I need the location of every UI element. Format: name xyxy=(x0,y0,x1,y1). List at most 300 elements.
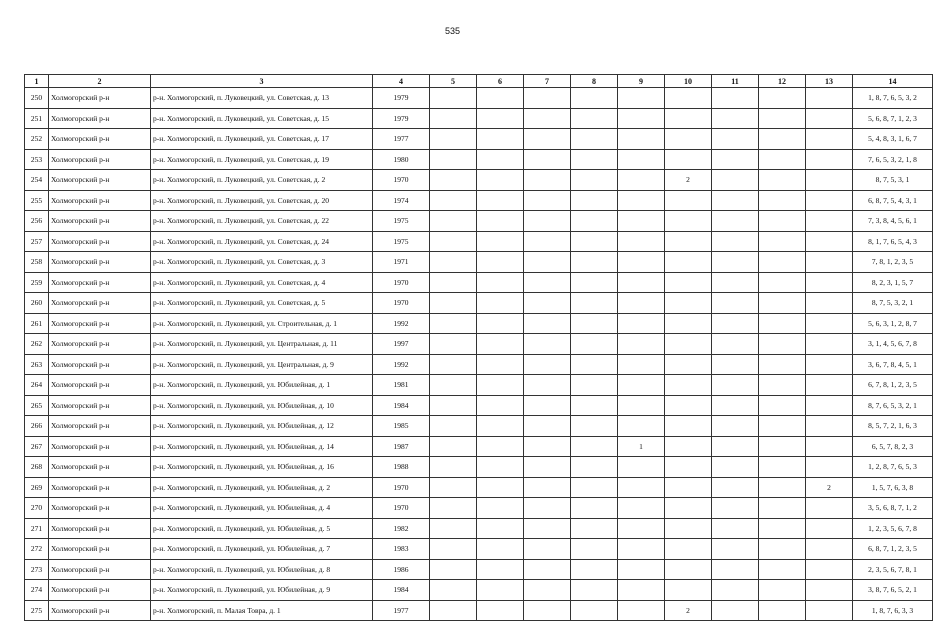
col5-cell xyxy=(430,375,477,396)
district-cell: Холмогорский р-н xyxy=(49,518,151,539)
address-cell: р-н. Холмогорский, п. Луковецкий, ул. Советская, д. 15 xyxy=(151,108,373,129)
col5-cell xyxy=(430,129,477,150)
row-number-cell: 268 xyxy=(25,457,49,478)
col8-cell xyxy=(571,580,618,601)
col8-cell xyxy=(571,252,618,273)
col7-cell xyxy=(524,272,571,293)
col6-cell xyxy=(477,231,524,252)
col12-cell xyxy=(759,498,806,519)
col14-cell: 7, 6, 5, 3, 2, 1, 8 xyxy=(853,149,933,170)
col14-cell: 8, 2, 3, 1, 5, 7 xyxy=(853,272,933,293)
col5-cell xyxy=(430,600,477,621)
col13-cell xyxy=(806,293,853,314)
col8-cell xyxy=(571,272,618,293)
col8-cell xyxy=(571,457,618,478)
col12-cell xyxy=(759,170,806,191)
table-row xyxy=(25,190,933,211)
year-cell: 1979 xyxy=(373,108,430,129)
table-row xyxy=(25,416,933,437)
address-cell: р-н. Холмогорский, п. Луковецкий, ул. Юбилейная, д. 4 xyxy=(151,498,373,519)
col12-cell xyxy=(759,436,806,457)
year-cell: 1986 xyxy=(373,559,430,580)
table-row xyxy=(25,518,933,539)
address-cell: р-н. Холмогорский, п. Луковецкий, ул. Советская, д. 20 xyxy=(151,190,373,211)
col12-cell xyxy=(759,580,806,601)
col5-cell xyxy=(430,272,477,293)
col10-cell xyxy=(665,580,712,601)
col8-cell xyxy=(571,354,618,375)
year-cell: 1970 xyxy=(373,498,430,519)
row-number-cell: 255 xyxy=(25,190,49,211)
table-row xyxy=(25,129,933,150)
address-cell: р-н. Холмогорский, п. Луковецкий, ул. Строительная, д. 1 xyxy=(151,313,373,334)
year-cell: 1982 xyxy=(373,518,430,539)
col11-cell xyxy=(712,600,759,621)
year-cell: 1981 xyxy=(373,375,430,396)
col8-cell xyxy=(571,170,618,191)
col14-cell: 3, 1, 4, 5, 6, 7, 8 xyxy=(853,334,933,355)
col9-cell xyxy=(618,293,665,314)
col10-cell xyxy=(665,108,712,129)
column-header-3: 3 xyxy=(151,75,373,88)
col12-cell xyxy=(759,293,806,314)
year-cell: 1992 xyxy=(373,313,430,334)
col11-cell xyxy=(712,231,759,252)
col9-cell xyxy=(618,580,665,601)
address-cell: р-н. Холмогорский, п. Луковецкий, ул. Советская, д. 4 xyxy=(151,272,373,293)
col8-cell xyxy=(571,559,618,580)
col10-cell xyxy=(665,375,712,396)
col13-cell xyxy=(806,149,853,170)
row-number-cell: 275 xyxy=(25,600,49,621)
col11-cell xyxy=(712,580,759,601)
col9-cell xyxy=(618,539,665,560)
col13-cell xyxy=(806,498,853,519)
col6-cell xyxy=(477,395,524,416)
col7-cell xyxy=(524,580,571,601)
col10-cell xyxy=(665,457,712,478)
col11-cell xyxy=(712,375,759,396)
col8-cell xyxy=(571,149,618,170)
address-cell: р-н. Холмогорский, п. Луковецкий, ул. Советская, д. 17 xyxy=(151,129,373,150)
col5-cell xyxy=(430,436,477,457)
col13-cell xyxy=(806,334,853,355)
row-number-cell: 274 xyxy=(25,580,49,601)
col9-cell xyxy=(618,354,665,375)
table-body xyxy=(25,88,933,621)
col7-cell xyxy=(524,149,571,170)
col7-cell xyxy=(524,313,571,334)
col8-cell xyxy=(571,88,618,109)
table-row xyxy=(25,395,933,416)
district-cell: Холмогорский р-н xyxy=(49,559,151,580)
address-cell: р-н. Холмогорский, п. Луковецкий, ул. Советская, д. 24 xyxy=(151,231,373,252)
col6-cell xyxy=(477,436,524,457)
col13-cell xyxy=(806,559,853,580)
col13-cell xyxy=(806,395,853,416)
col10-cell xyxy=(665,88,712,109)
col9-cell xyxy=(618,170,665,191)
col14-cell: 3, 6, 7, 8, 4, 5, 1 xyxy=(853,354,933,375)
col9-cell xyxy=(618,375,665,396)
col13-cell xyxy=(806,272,853,293)
col6-cell xyxy=(477,518,524,539)
column-header-12: 12 xyxy=(759,75,806,88)
district-cell: Холмогорский р-н xyxy=(49,395,151,416)
year-cell: 1970 xyxy=(373,170,430,191)
col7-cell xyxy=(524,600,571,621)
col8-cell xyxy=(571,293,618,314)
col8-cell xyxy=(571,211,618,232)
address-cell: р-н. Холмогорский, п. Луковецкий, ул. Юбилейная, д. 2 xyxy=(151,477,373,498)
row-number-cell: 259 xyxy=(25,272,49,293)
col14-cell: 6, 7, 8, 1, 2, 3, 5 xyxy=(853,375,933,396)
col14-cell: 1, 8, 7, 6, 3, 3 xyxy=(853,600,933,621)
address-cell: р-н. Холмогорский, п. Луковецкий, ул. Центральная, д. 9 xyxy=(151,354,373,375)
district-cell: Холмогорский р-н xyxy=(49,293,151,314)
district-cell: Холмогорский р-н xyxy=(49,211,151,232)
col5-cell xyxy=(430,518,477,539)
col9-cell xyxy=(618,334,665,355)
column-header-10: 10 xyxy=(665,75,712,88)
col11-cell xyxy=(712,149,759,170)
col7-cell xyxy=(524,375,571,396)
table-row xyxy=(25,272,933,293)
col11-cell xyxy=(712,129,759,150)
col5-cell xyxy=(430,395,477,416)
col6-cell xyxy=(477,211,524,232)
col5-cell xyxy=(430,313,477,334)
col8-cell xyxy=(571,518,618,539)
col11-cell xyxy=(712,457,759,478)
col14-cell: 1, 8, 7, 6, 5, 3, 2 xyxy=(853,88,933,109)
year-cell: 1987 xyxy=(373,436,430,457)
col7-cell xyxy=(524,559,571,580)
address-cell: р-н. Холмогорский, п. Луковецкий, ул. Советская, д. 13 xyxy=(151,88,373,109)
col7-cell xyxy=(524,129,571,150)
col6-cell xyxy=(477,108,524,129)
col10-cell xyxy=(665,313,712,334)
address-cell: р-н. Холмогорский, п. Малая Товра, д. 1 xyxy=(151,600,373,621)
address-cell: р-н. Холмогорский, п. Луковецкий, ул. Советская, д. 22 xyxy=(151,211,373,232)
col5-cell xyxy=(430,354,477,375)
table-row xyxy=(25,477,933,498)
district-cell: Холмогорский р-н xyxy=(49,88,151,109)
year-cell: 1984 xyxy=(373,395,430,416)
col14-cell: 7, 8, 1, 2, 3, 5 xyxy=(853,252,933,273)
col14-cell: 3, 8, 7, 6, 5, 2, 1 xyxy=(853,580,933,601)
col14-cell: 5, 4, 8, 3, 1, 6, 7 xyxy=(853,129,933,150)
col14-cell: 5, 6, 8, 7, 1, 2, 3 xyxy=(853,108,933,129)
col5-cell xyxy=(430,211,477,232)
col9-cell xyxy=(618,88,665,109)
col9-cell xyxy=(618,518,665,539)
table-row xyxy=(25,580,933,601)
column-header-2: 2 xyxy=(49,75,151,88)
col5-cell xyxy=(430,293,477,314)
col7-cell xyxy=(524,252,571,273)
year-cell: 1970 xyxy=(373,477,430,498)
col5-cell xyxy=(430,580,477,601)
col13-cell xyxy=(806,518,853,539)
col11-cell xyxy=(712,313,759,334)
district-cell: Холмогорский р-н xyxy=(49,252,151,273)
col7-cell xyxy=(524,539,571,560)
col12-cell xyxy=(759,457,806,478)
col13-cell xyxy=(806,252,853,273)
row-number-cell: 252 xyxy=(25,129,49,150)
col5-cell xyxy=(430,559,477,580)
column-header-6: 6 xyxy=(477,75,524,88)
col5-cell xyxy=(430,108,477,129)
address-cell: р-н. Холмогорский, п. Луковецкий, ул. Юбилейная, д. 9 xyxy=(151,580,373,601)
col14-cell: 6, 8, 7, 1, 2, 3, 5 xyxy=(853,539,933,560)
col12-cell xyxy=(759,272,806,293)
col6-cell xyxy=(477,293,524,314)
address-cell: р-н. Холмогорский, п. Луковецкий, ул. Советская, д. 19 xyxy=(151,149,373,170)
col9-cell xyxy=(618,416,665,437)
col13-cell xyxy=(806,436,853,457)
year-cell: 1977 xyxy=(373,129,430,150)
row-number-cell: 266 xyxy=(25,416,49,437)
col6-cell xyxy=(477,457,524,478)
col14-cell: 1, 2, 8, 7, 6, 5, 3 xyxy=(853,457,933,478)
year-cell: 1983 xyxy=(373,539,430,560)
row-number-cell: 254 xyxy=(25,170,49,191)
row-number-cell: 262 xyxy=(25,334,49,355)
col6-cell xyxy=(477,252,524,273)
column-header-13: 13 xyxy=(806,75,853,88)
address-cell: р-н. Холмогорский, п. Луковецкий, ул. Юбилейная, д. 1 xyxy=(151,375,373,396)
col5-cell xyxy=(430,231,477,252)
col12-cell xyxy=(759,375,806,396)
address-cell: р-н. Холмогорский, п. Луковецкий, ул. Центральная, д. 11 xyxy=(151,334,373,355)
row-number-cell: 253 xyxy=(25,149,49,170)
col6-cell xyxy=(477,170,524,191)
table-row xyxy=(25,88,933,109)
col10-cell xyxy=(665,559,712,580)
col8-cell xyxy=(571,539,618,560)
col13-cell xyxy=(806,457,853,478)
column-header-5: 5 xyxy=(430,75,477,88)
col9-cell xyxy=(618,190,665,211)
row-number-cell: 270 xyxy=(25,498,49,519)
col6-cell xyxy=(477,149,524,170)
row-number-cell: 261 xyxy=(25,313,49,334)
row-number-cell: 257 xyxy=(25,231,49,252)
col11-cell xyxy=(712,395,759,416)
col9-cell xyxy=(618,108,665,129)
table-row xyxy=(25,293,933,314)
column-header-4: 4 xyxy=(373,75,430,88)
col6-cell xyxy=(477,334,524,355)
col9-cell xyxy=(618,600,665,621)
col14-cell: 5, 6, 3, 1, 2, 8, 7 xyxy=(853,313,933,334)
col14-cell: 8, 7, 5, 3, 2, 1 xyxy=(853,293,933,314)
col13-cell xyxy=(806,108,853,129)
col10-cell xyxy=(665,190,712,211)
col7-cell xyxy=(524,518,571,539)
col8-cell xyxy=(571,231,618,252)
col6-cell xyxy=(477,313,524,334)
col10-cell xyxy=(665,498,712,519)
table-row xyxy=(25,498,933,519)
col9-cell xyxy=(618,559,665,580)
col11-cell xyxy=(712,272,759,293)
district-cell: Холмогорский р-н xyxy=(49,354,151,375)
col13-cell xyxy=(806,170,853,191)
col13-cell xyxy=(806,211,853,232)
col11-cell xyxy=(712,539,759,560)
col14-cell: 8, 7, 6, 5, 3, 2, 1 xyxy=(853,395,933,416)
row-number-cell: 263 xyxy=(25,354,49,375)
col7-cell xyxy=(524,395,571,416)
district-cell: Холмогорский р-н xyxy=(49,190,151,211)
row-number-cell: 273 xyxy=(25,559,49,580)
col6-cell xyxy=(477,559,524,580)
col9-cell: 1 xyxy=(618,436,665,457)
col9-cell xyxy=(618,252,665,273)
col6-cell xyxy=(477,129,524,150)
col11-cell xyxy=(712,559,759,580)
col11-cell xyxy=(712,518,759,539)
table-row xyxy=(25,231,933,252)
col12-cell xyxy=(759,88,806,109)
col10-cell xyxy=(665,231,712,252)
col14-cell: 8, 1, 7, 6, 5, 4, 3 xyxy=(853,231,933,252)
year-cell: 1971 xyxy=(373,252,430,273)
district-cell: Холмогорский р-н xyxy=(49,108,151,129)
col11-cell xyxy=(712,293,759,314)
col12-cell xyxy=(759,313,806,334)
address-cell: р-н. Холмогорский, п. Луковецкий, ул. Юбилейная, д. 7 xyxy=(151,539,373,560)
col7-cell xyxy=(524,334,571,355)
col11-cell xyxy=(712,108,759,129)
col13-cell xyxy=(806,375,853,396)
column-header-1: 1 xyxy=(25,75,49,88)
col8-cell xyxy=(571,375,618,396)
col6-cell xyxy=(477,600,524,621)
row-number-cell: 260 xyxy=(25,293,49,314)
table-row xyxy=(25,457,933,478)
col9-cell xyxy=(618,211,665,232)
address-cell: р-н. Холмогорский, п. Луковецкий, ул. Советская, д. 3 xyxy=(151,252,373,273)
col7-cell xyxy=(524,457,571,478)
col6-cell xyxy=(477,375,524,396)
col11-cell xyxy=(712,498,759,519)
table-row xyxy=(25,375,933,396)
col6-cell xyxy=(477,354,524,375)
col8-cell xyxy=(571,600,618,621)
page-number: 535 xyxy=(444,26,461,36)
col7-cell xyxy=(524,88,571,109)
table-row xyxy=(25,334,933,355)
col9-cell xyxy=(618,395,665,416)
col5-cell xyxy=(430,539,477,560)
col12-cell xyxy=(759,149,806,170)
col9-cell xyxy=(618,457,665,478)
year-cell: 1970 xyxy=(373,272,430,293)
table-row xyxy=(25,600,933,621)
col12-cell xyxy=(759,334,806,355)
col6-cell xyxy=(477,580,524,601)
year-cell: 1979 xyxy=(373,88,430,109)
col8-cell xyxy=(571,129,618,150)
col13-cell xyxy=(806,313,853,334)
col10-cell xyxy=(665,354,712,375)
row-number-cell: 272 xyxy=(25,539,49,560)
col10-cell xyxy=(665,416,712,437)
header-row xyxy=(25,75,933,88)
col10-cell xyxy=(665,272,712,293)
address-cell: р-н. Холмогорский, п. Луковецкий, ул. Советская, д. 2 xyxy=(151,170,373,191)
col12-cell xyxy=(759,518,806,539)
col6-cell xyxy=(477,416,524,437)
district-cell: Холмогорский р-н xyxy=(49,436,151,457)
district-cell: Холмогорский р-н xyxy=(49,334,151,355)
table-row xyxy=(25,436,933,457)
col5-cell xyxy=(430,334,477,355)
col11-cell xyxy=(712,190,759,211)
row-number-cell: 264 xyxy=(25,375,49,396)
col14-cell: 2, 3, 5, 6, 7, 8, 1 xyxy=(853,559,933,580)
address-cell: р-н. Холмогорский, п. Луковецкий, ул. Советская, д. 5 xyxy=(151,293,373,314)
year-cell: 1970 xyxy=(373,293,430,314)
col14-cell: 8, 7, 5, 3, 1 xyxy=(853,170,933,191)
col11-cell xyxy=(712,436,759,457)
year-cell: 1980 xyxy=(373,149,430,170)
district-cell: Холмогорский р-н xyxy=(49,170,151,191)
col14-cell: 8, 5, 7, 2, 1, 6, 3 xyxy=(853,416,933,437)
address-cell: р-н. Холмогорский, п. Луковецкий, ул. Юбилейная, д. 5 xyxy=(151,518,373,539)
district-cell: Холмогорский р-н xyxy=(49,457,151,478)
col6-cell xyxy=(477,88,524,109)
col8-cell xyxy=(571,334,618,355)
col13-cell xyxy=(806,416,853,437)
col11-cell xyxy=(712,211,759,232)
col10-cell: 2 xyxy=(665,600,712,621)
col13-cell xyxy=(806,580,853,601)
col7-cell xyxy=(524,293,571,314)
col5-cell xyxy=(430,170,477,191)
col10-cell xyxy=(665,149,712,170)
col5-cell xyxy=(430,498,477,519)
col13-cell: 2 xyxy=(806,477,853,498)
district-cell: Холмогорский р-н xyxy=(49,231,151,252)
col7-cell xyxy=(524,108,571,129)
col12-cell xyxy=(759,416,806,437)
col8-cell xyxy=(571,416,618,437)
col12-cell xyxy=(759,395,806,416)
col10-cell xyxy=(665,293,712,314)
table-row xyxy=(25,539,933,560)
col12-cell xyxy=(759,231,806,252)
district-cell: Холмогорский р-н xyxy=(49,498,151,519)
col13-cell xyxy=(806,190,853,211)
col7-cell xyxy=(524,436,571,457)
col12-cell xyxy=(759,477,806,498)
column-header-8: 8 xyxy=(571,75,618,88)
col6-cell xyxy=(477,477,524,498)
col10-cell: 2 xyxy=(665,170,712,191)
col5-cell xyxy=(430,88,477,109)
table-row xyxy=(25,313,933,334)
district-cell: Холмогорский р-н xyxy=(49,600,151,621)
col10-cell xyxy=(665,252,712,273)
col10-cell xyxy=(665,211,712,232)
col9-cell xyxy=(618,498,665,519)
district-cell: Холмогорский р-н xyxy=(49,477,151,498)
